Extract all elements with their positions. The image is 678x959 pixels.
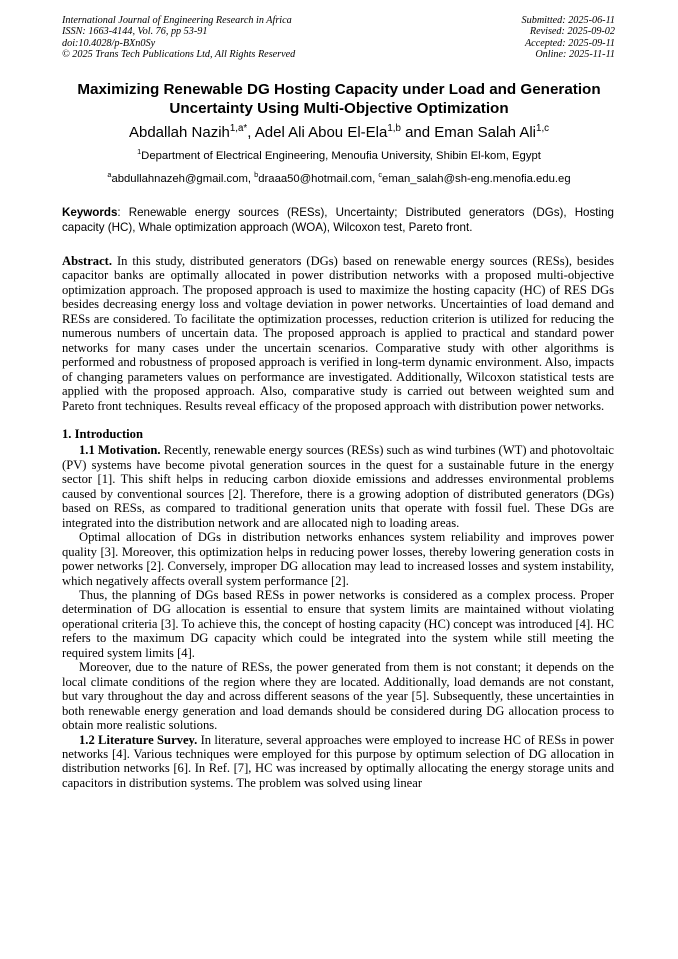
submitted-date: Submitted: 2025-06-11 [521, 15, 615, 26]
revised-date: Revised: 2025-09-02 [529, 26, 615, 38]
abstract-label: Abstract. [62, 254, 113, 268]
email[interactable]: draaa50@hotmail.com, [258, 173, 379, 185]
author-sup: 1,b [387, 123, 401, 134]
email-sup: c [378, 170, 383, 180]
paragraph [62, 733, 614, 791]
keywords-text: : Renewable energy sources (RESs), Uncertainty; Distributed generators (DGs), Hosting capacity (HC), Whale optimization approach (WOA), Wilcoxon test, Pareto front. [62, 206, 614, 234]
aff-sup: 1 [137, 147, 142, 157]
abstract-text: In this study, distributed generators (DGs) based on renewable energy sources (RESs), besides capacitor banks are optimally allocated in power distribution networks with a proposed multi-objective optimization approach. The proposed approach is used to maximize the hosting capacity (HC) of RES DGs besides decreasing energy loss and voltage deviation in power networks. Uncertainties of load demand and RESs are considered. To facilitate the optimization processes, reduction criterion is utilized for reducing the numerous numbers of uncertain data. The proposed approach is applied to practical and standard power networks for many cases under the uncertain scenarios. Comparative study with other algorithms is performed and robustness of proposed approach is verified in long-term dynamic environment. Also, impacts of changing parameters values on performance are investigated. Additionally, Wilcoxon statistical tests are applied with the proposed approach. Also, comparative study is carried out between weighted sum and Pareto front techniques. Results reveal efficacy of the proposed approach with distribution power networks. [62, 254, 614, 413]
paragraph-text: In literature, several approaches were employed to increase HC of RESs in power networks [4]. Various techniques were employed for this purpose by optimum selection of DG allocation in distribution networks [6]. In Ref. [7], HC was increased by optimally allocating the energy storage units and capacitors in distribution systems. The problem was solved using linear [62, 732, 614, 790]
paragraph-text: Recently, renewable energy sources (RESs) such as wind turbines (WT) and photovoltaic (PV) systems have become pivotal generation sources in the quest for a sustainable future in the energy sector [1]. This shift helps in reducing carbon dioxide emissions and addresses environmental problems caused by conventional sources [2]. Therefore, there is a growing adoption of distributed generators (DGs) based on RESs, as compared to traditional generation units that operate with fossil fuel. These DGs are integrated into the distribution network and are allocated nigh to loading areas. [62, 443, 614, 530]
body-text [62, 254, 614, 790]
author-name: Adel Ali Abou El-Ela [254, 124, 388, 141]
issn: ISSN: 1663-4144, Vol. 76, pp 53-91 [62, 26, 208, 38]
email[interactable]: abdullahnazeh@gmail.com, [111, 173, 255, 185]
journal-name: International Journal of Engineering Research in Africa [62, 15, 292, 26]
online-date: Online: 2025-11-11 [535, 49, 615, 61]
abstract [62, 254, 614, 413]
journal-info [62, 15, 295, 61]
doi[interactable]: doi:10.4028/p-BXn0Sy [62, 37, 156, 49]
author-name: Abdallah Nazih [128, 124, 230, 141]
separator: , [247, 124, 255, 141]
author-name: Eman Salah Ali [434, 124, 537, 141]
paragraph-text: Moreover, due to the nature of RESs, the power generated from them is not constant; it depends on the local climate conditions of the region where they are located. Additionally, load demands are not constant, but vary throughout the day and across different seasons of the year [5]. Subsequently, these uncertainties in both renewable energy generation and load demands should be considered during DG allocation process to obtain more realistic solutions. [62, 660, 614, 733]
paragraph [62, 588, 614, 660]
affiliation [40, 147, 638, 162]
subsection-lead: 1.1 Motivation. [79, 443, 161, 458]
paragraph [62, 530, 614, 588]
email[interactable]: eman_salah@sh-eng.menofia.edu.eg [382, 173, 571, 185]
author-sup: 1,c [536, 123, 550, 134]
paragraph-text: Thus, the planning of DGs based RESs in power networks is considered as a complex process. Proper determination of DG allocation is essential to ensure that system limits are maintained without violating operational criteria [3]. To achieve this, the concept of hosting capacity (HC) concept was introduced [4]. HC refers to the maximum DG capacity which could be integrated into the system while still meeting the required system limits [4]. [62, 587, 614, 660]
author-sup: 1,a* [229, 123, 248, 134]
email-sup: b [254, 170, 259, 180]
email-sup: a [107, 170, 112, 180]
copyright: © 2025 Trans Tech Publications Ltd, All Rights Reserved [62, 49, 296, 61]
aff-text: Department of Electrical Engineering, Menoufia University, Shibin El-kom, Egypt [141, 150, 541, 162]
section-heading: 1. Introduction [62, 426, 143, 441]
dates [522, 15, 615, 61]
separator: and [400, 124, 435, 141]
emails [40, 170, 638, 185]
paragraph-text: Optimal allocation of DGs in distribution networks enhances system reliability and improves power quality [3]. Moreover, this optimization helps in reducing power losses, thereby lowering generation costs in power networks [2]. Conversely, improper DG allocation may lead to increased losses and system instability, which negatively affects overall system performance [2]. [62, 530, 614, 588]
keywords-label: Keywords [62, 206, 118, 219]
keywords [62, 205, 614, 235]
subsection-lead: 1.2 Literature Survey. [79, 732, 198, 747]
paper-title: Maximizing Renewable DG Hosting Capacity under Load and Generation Uncertainty Using Multi-Objective Optimization [77, 81, 601, 117]
paragraph [62, 660, 614, 732]
paragraph [62, 443, 614, 530]
authors [40, 124, 638, 141]
accepted-date: Accepted: 2025-09-11 [524, 37, 615, 49]
